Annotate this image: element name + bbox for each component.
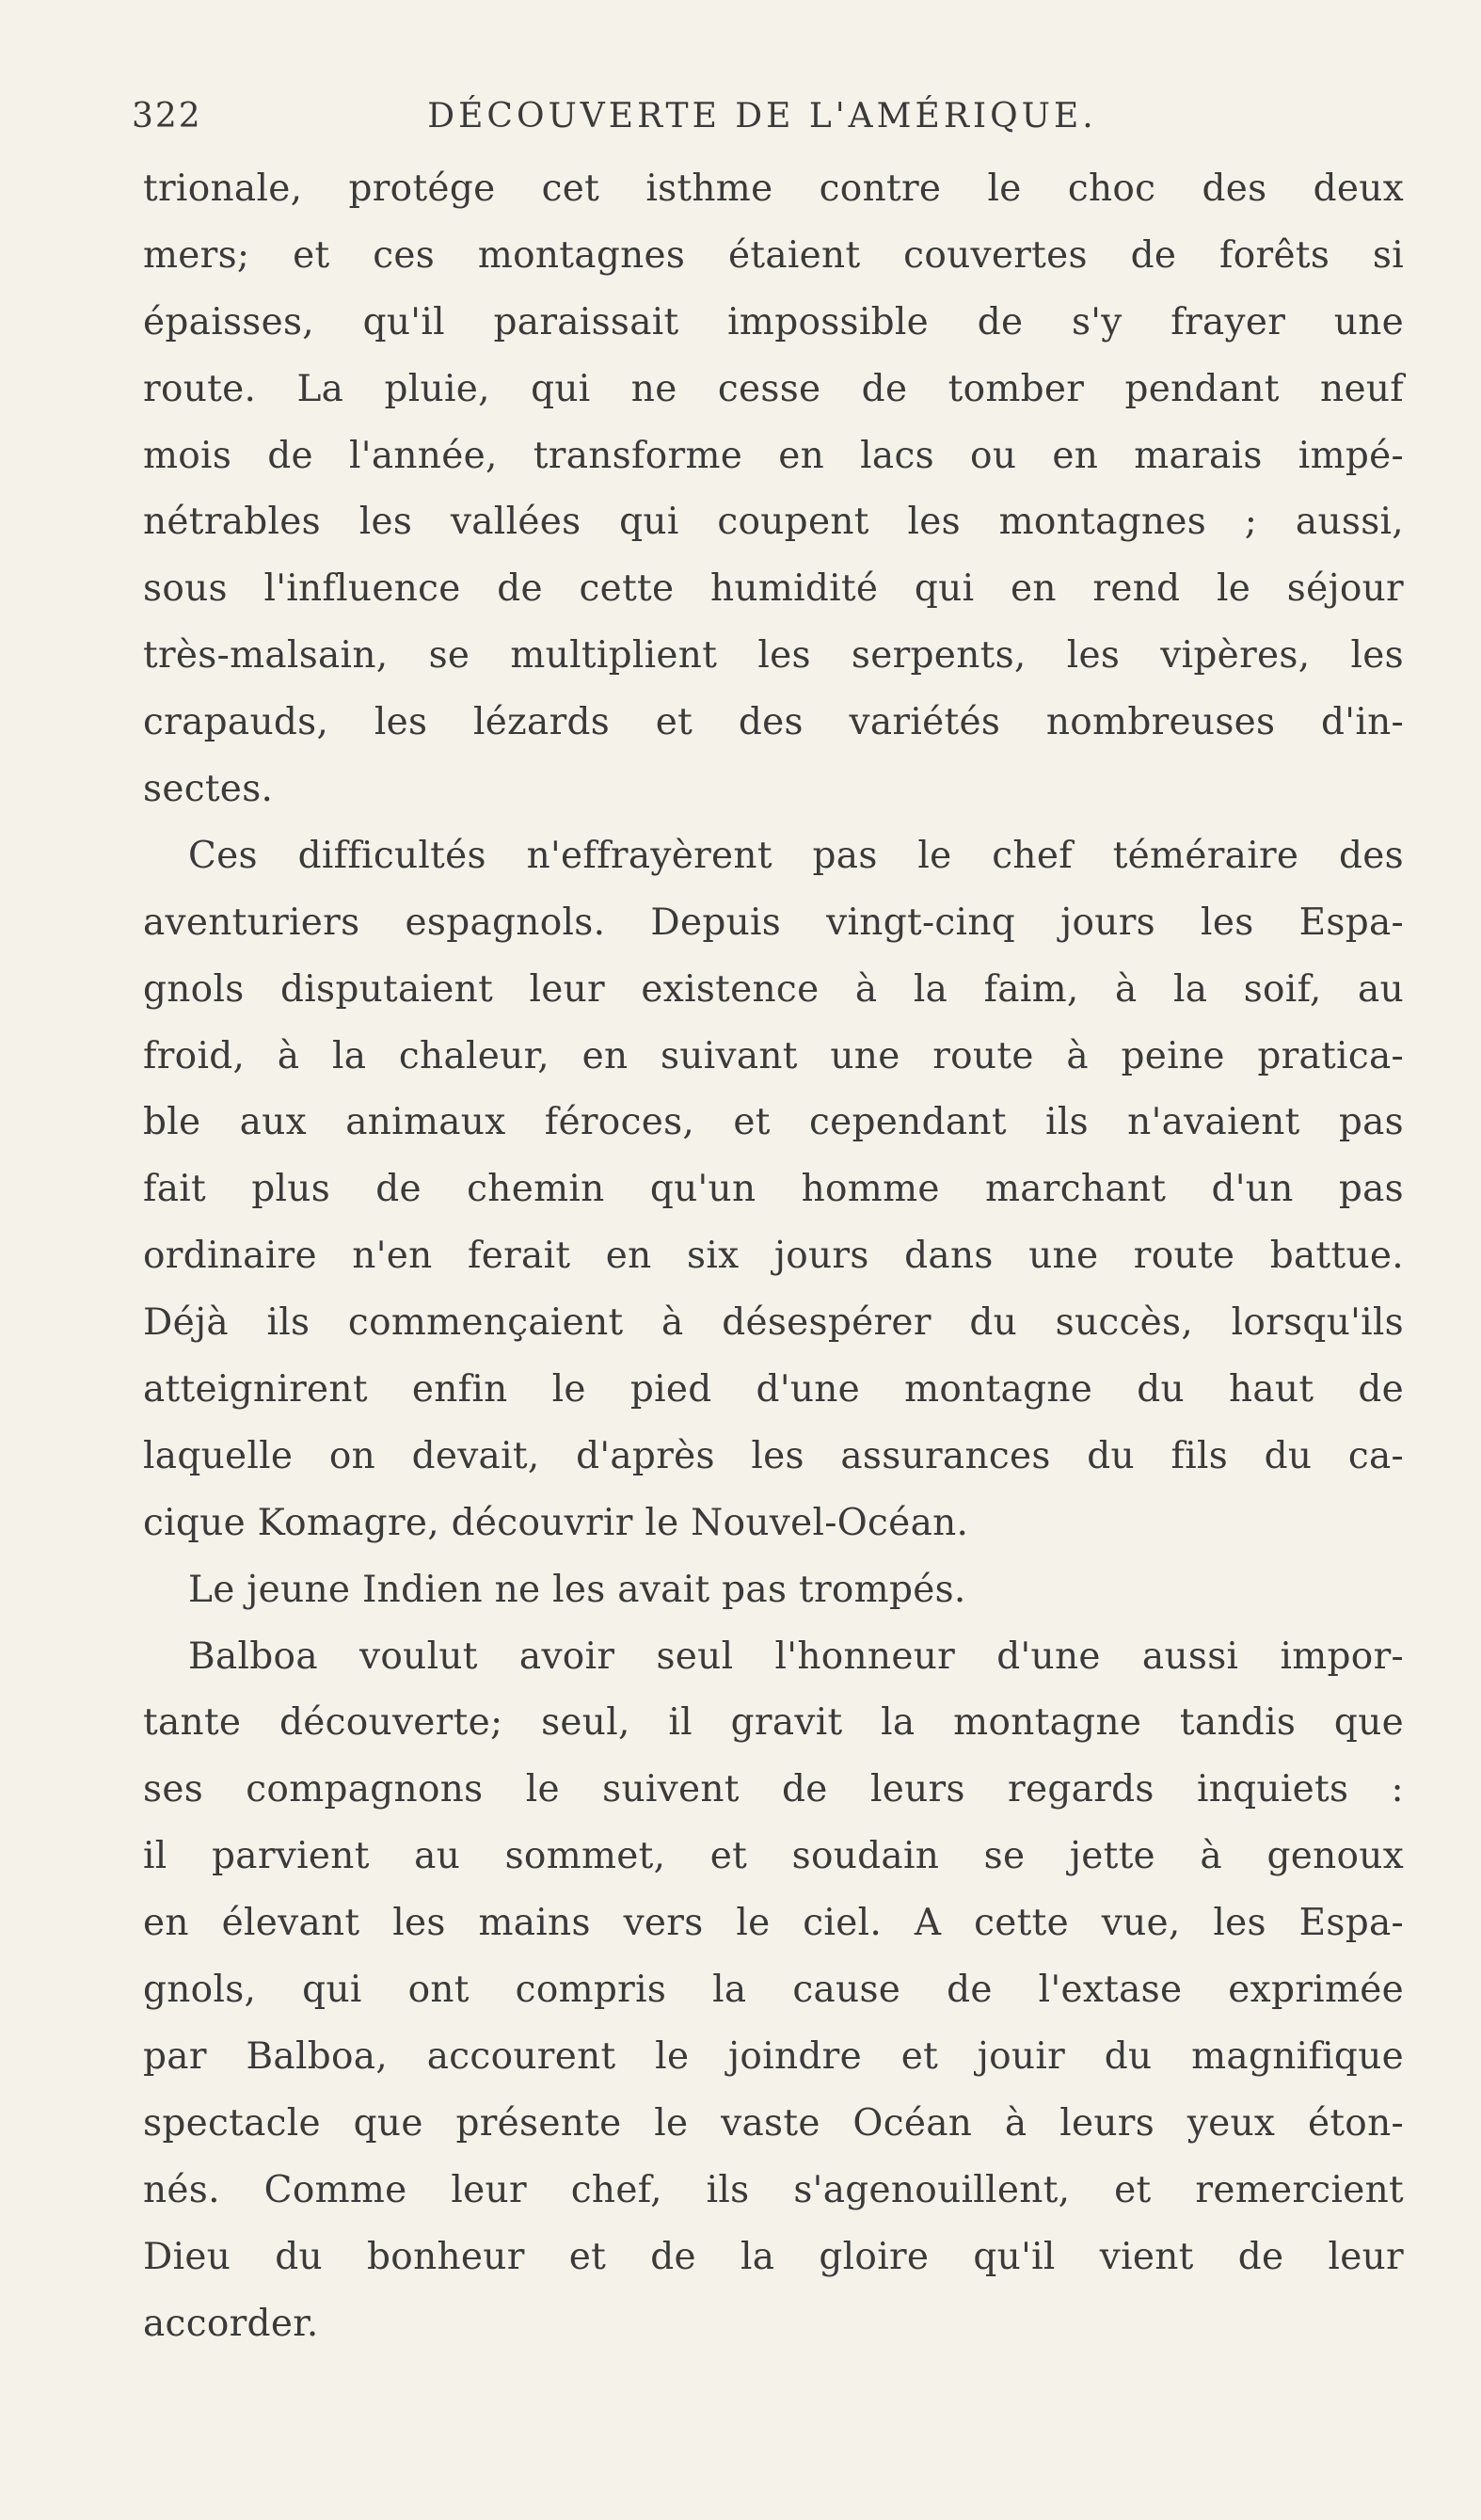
text-line: par Balboa, accourent le joindre et jouir du magnifique — [143, 2034, 1404, 2078]
text-line: gnols disputaient leur existence à la faim, à la soif, au — [143, 967, 1404, 1011]
text-line: tante découverte; seul, il gravit la montagne tandis que — [143, 1701, 1404, 1745]
paragraph-start-line: Ces difficultés n'effrayèrent pas le chef téméraire des — [188, 834, 1404, 877]
paragraph-start-line: Balboa voulut avoir seul l'honneur d'une aussi impor- — [188, 1635, 1404, 1678]
text-line: crapauds, les lézards et des variétés nombreuses d'in- — [143, 701, 1404, 744]
text-line: gnols, qui ont compris la cause de l'extase exprimée — [143, 1969, 1404, 2012]
text-line: route. La pluie, qui ne cesse de tomber pendant neuf — [143, 367, 1404, 410]
text-line: mois de l'année, transforme en lacs ou en marais impé- — [143, 434, 1404, 477]
running-head — [132, 94, 1393, 139]
text-line: épaisses, qu'il paraissait impossible de s'y frayer une — [143, 300, 1404, 343]
text-line: ble aux animaux féroces, et cependant ils n'avaient pas — [143, 1101, 1404, 1144]
text-line: trionale, protége cet isthme contre le choc des deux — [143, 167, 1404, 210]
text-line: aventuriers espagnols. Depuis vingt-cinq jours les Espa- — [143, 901, 1404, 944]
text-line: ordinaire n'en ferait en six jours dans une route battue. — [143, 1235, 1404, 1278]
text-line: cique Komagre, découvrir le Nouvel-Océan. — [143, 1501, 969, 1544]
text-line: accorder. — [143, 2302, 319, 2345]
text-line: mers; et ces montagnes étaient couvertes de forêts si — [143, 233, 1404, 277]
text-line: très-malsain, se multiplient les serpents, les vipères, les — [143, 634, 1404, 678]
text-line: nétrables les vallées qui coupent les montagnes ; aussi, — [143, 501, 1404, 544]
paragraph-start-line: Le jeune Indien ne les avait pas trompés. — [188, 1568, 966, 1611]
text-line: fait plus de chemin qu'un homme marchant d'un pas — [143, 1168, 1404, 1211]
text-line: atteignirent enfin le pied d'une montagne du haut de — [143, 1368, 1404, 1412]
running-title: DÉCOUVERTE DE L'AMÉRIQUE. — [427, 97, 1097, 136]
text-line: froid, à la chaleur, en suivant une route à peine pratica- — [143, 1034, 1404, 1077]
text-line: sous l'influence de cette humidité qui en rend le séjour — [143, 567, 1404, 611]
text-line: nés. Comme leur chef, ils s'agenouillent, et remercient — [143, 2168, 1404, 2211]
text-line: Déjà ils commençaient à désespérer du succès, lorsqu'ils — [143, 1301, 1404, 1345]
text-line: Dieu du bonheur et de la gloire qu'il vient de leur — [143, 2235, 1404, 2278]
text-line: ses compagnons le suivent de leurs regards inquiets : — [143, 1768, 1404, 1811]
page-number: 322 — [132, 97, 202, 136]
text-line: laquelle on devait, d'après les assurances du fils du ca- — [143, 1434, 1404, 1477]
body-text — [143, 156, 1404, 2357]
text-line: spectacle que présente le vaste Océan à leurs yeux éton- — [143, 2101, 1404, 2145]
text-line: en élevant les mains vers le ciel. A cette vue, les Espa- — [143, 1902, 1404, 1945]
text-line: il parvient au sommet, et soudain se jette à genoux — [143, 1835, 1404, 1878]
text-line: sectes. — [143, 768, 274, 811]
